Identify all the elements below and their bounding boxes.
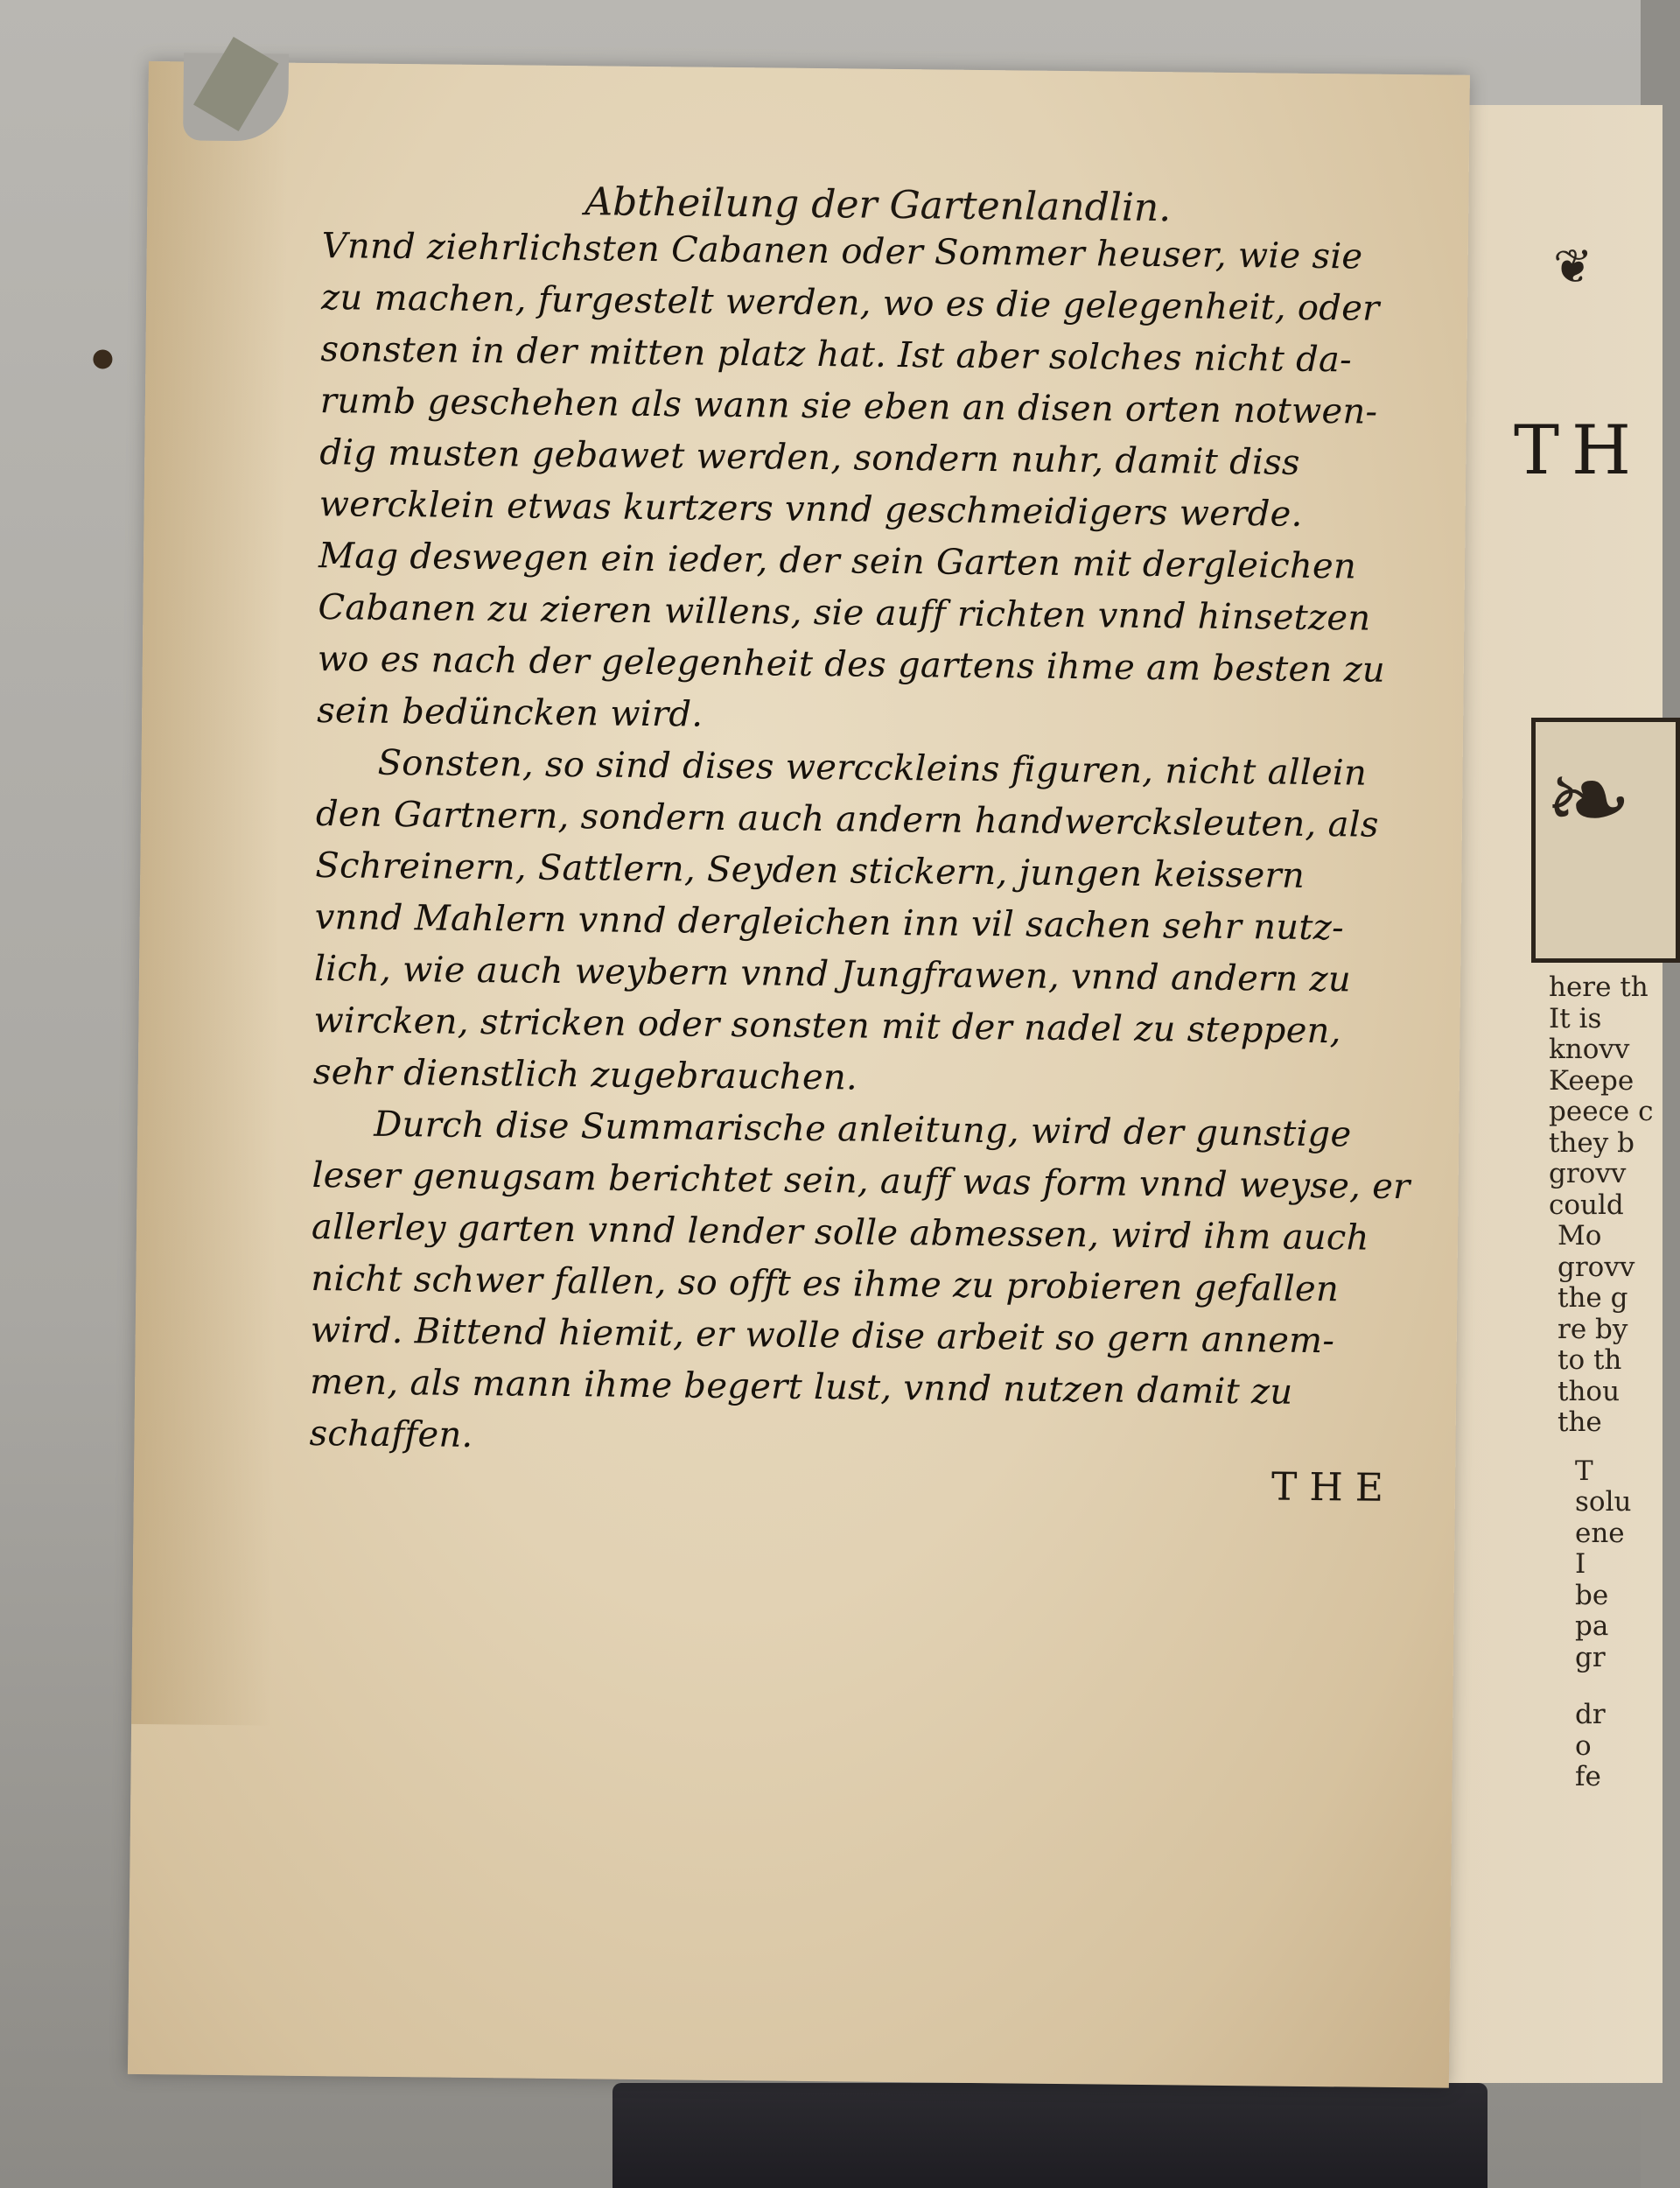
ornament-icon: ❦ (1553, 239, 1593, 294)
page-header: Abtheilung der Gartenlandlin. (584, 179, 1172, 231)
paragraph-start-line: Durch dise Summarische anleitung, wird der gunstige (374, 1104, 1352, 1155)
right-page-text-line: the (1558, 1406, 1602, 1438)
water-stain (131, 61, 289, 1726)
right-page-text-line: peece c (1549, 1096, 1654, 1127)
right-page-text-line: Keepe (1549, 1064, 1634, 1097)
text-line: lich, wie auch weybern vnnd Jungfrawen, vnnd andern zu (313, 949, 1352, 1000)
text-line: allerley garten vnnd lender solle abmessen, wird ihm auch (311, 1207, 1369, 1259)
right-page-text-line: thou (1558, 1375, 1620, 1407)
paragraph-start-line: Sonsten, so sind dises wercckleins figuren, nicht allein (377, 742, 1368, 794)
text-line: zu machen, furgestelt werden, wo es die gelegenheit, oder (320, 277, 1380, 329)
text-line: wercklein etwas kurtzers vnnd geschmeidigers werde. (318, 484, 1303, 535)
text-line: Vnnd ziehrlichsten Cabanen oder Sommer heuser, wie sie (321, 226, 1363, 277)
text-line: vnnd Mahlern vnnd dergleichen inn vil sachen sehr nutz- (314, 897, 1345, 949)
right-page-text-line: could (1549, 1189, 1624, 1221)
right-page-text-line: It is (1549, 1002, 1602, 1034)
right-page-title: TH (1514, 411, 1644, 490)
right-page-text-line: o (1575, 1729, 1592, 1762)
right-page-text-line: solu (1575, 1486, 1632, 1518)
right-page-text-line: Mo (1558, 1220, 1602, 1252)
right-page-text-line: to th (1558, 1344, 1622, 1376)
text-line: sonsten in der mitten platz hat. Ist aber solches nicht da- (320, 329, 1353, 381)
right-page-text-line: T (1575, 1455, 1593, 1487)
text-line: sehr dienstlich zugebrauchen. (312, 1052, 858, 1098)
catchword: THE (1270, 1464, 1396, 1511)
right-page-text-line: dr (1575, 1699, 1606, 1730)
right-page-text-line: ene (1575, 1517, 1625, 1549)
right-page-text-line: they b (1549, 1126, 1634, 1159)
right-page-text-line: gr (1575, 1641, 1606, 1673)
right-page-text-line: knovv (1549, 1034, 1630, 1065)
text-line: sein bedüncken wird. (316, 691, 704, 735)
book-cover-edge (612, 2083, 1488, 2188)
right-page-text-line: I (1575, 1548, 1586, 1580)
text-line: dig musten gebawet werden, sondern nuhr, damit diss (319, 432, 1301, 483)
right-page-text-line: the g (1558, 1282, 1628, 1314)
text-line: den Gartnern, sondern auch andern handwercksleuten, als (315, 794, 1379, 845)
right-page-text-line: grovv (1549, 1158, 1627, 1189)
text-line: nicht schwer fallen, so offt es ihme zu probieren gefallen (311, 1259, 1340, 1310)
decorated-initial (1531, 718, 1680, 963)
text-line: Schreinern, Sattlern, Seyden stickern, jungen keissern (315, 845, 1306, 896)
left-page (128, 61, 1470, 2088)
text-line: leser genugsam berichtet sein, auff was form vnnd weyse, er (312, 1155, 1410, 1208)
right-page-text-line: here th (1549, 971, 1648, 1003)
text-line: men, als mann ihme begert lust, vnnd nutzen damit zu (309, 1362, 1293, 1413)
text-line: wo es nach der gelegenheit des gartens ihme am besten zu (317, 639, 1386, 691)
text-line: rumb geschehen als wann sie eben an disen orten notwen- (319, 381, 1378, 432)
right-page-text-line: re by (1558, 1313, 1628, 1345)
right-page-text-line: grovv (1558, 1251, 1635, 1283)
right-page-text-line: pa (1575, 1610, 1609, 1642)
right-page-text-line: be (1575, 1579, 1609, 1611)
text-line: Cabanen zu zieren willens, sie auff richten vnnd hinsetzen (318, 587, 1371, 639)
ink-blot (93, 349, 112, 368)
floral-ornament-icon: ❧ (1544, 740, 1633, 861)
text-line: wircken, stricken oder sonsten mit der nadel zu steppen, (313, 1000, 1341, 1052)
body-text (309, 221, 1468, 1472)
right-page-text-line: fe (1575, 1761, 1601, 1792)
text-line: schaffen. (309, 1413, 473, 1455)
text-line: Mag deswegen ein ieder, der sein Garten mit dergleichen (318, 536, 1357, 587)
text-line: wird. Bittend hiemit, er wolle dise arbeit so gern annem- (310, 1310, 1335, 1362)
